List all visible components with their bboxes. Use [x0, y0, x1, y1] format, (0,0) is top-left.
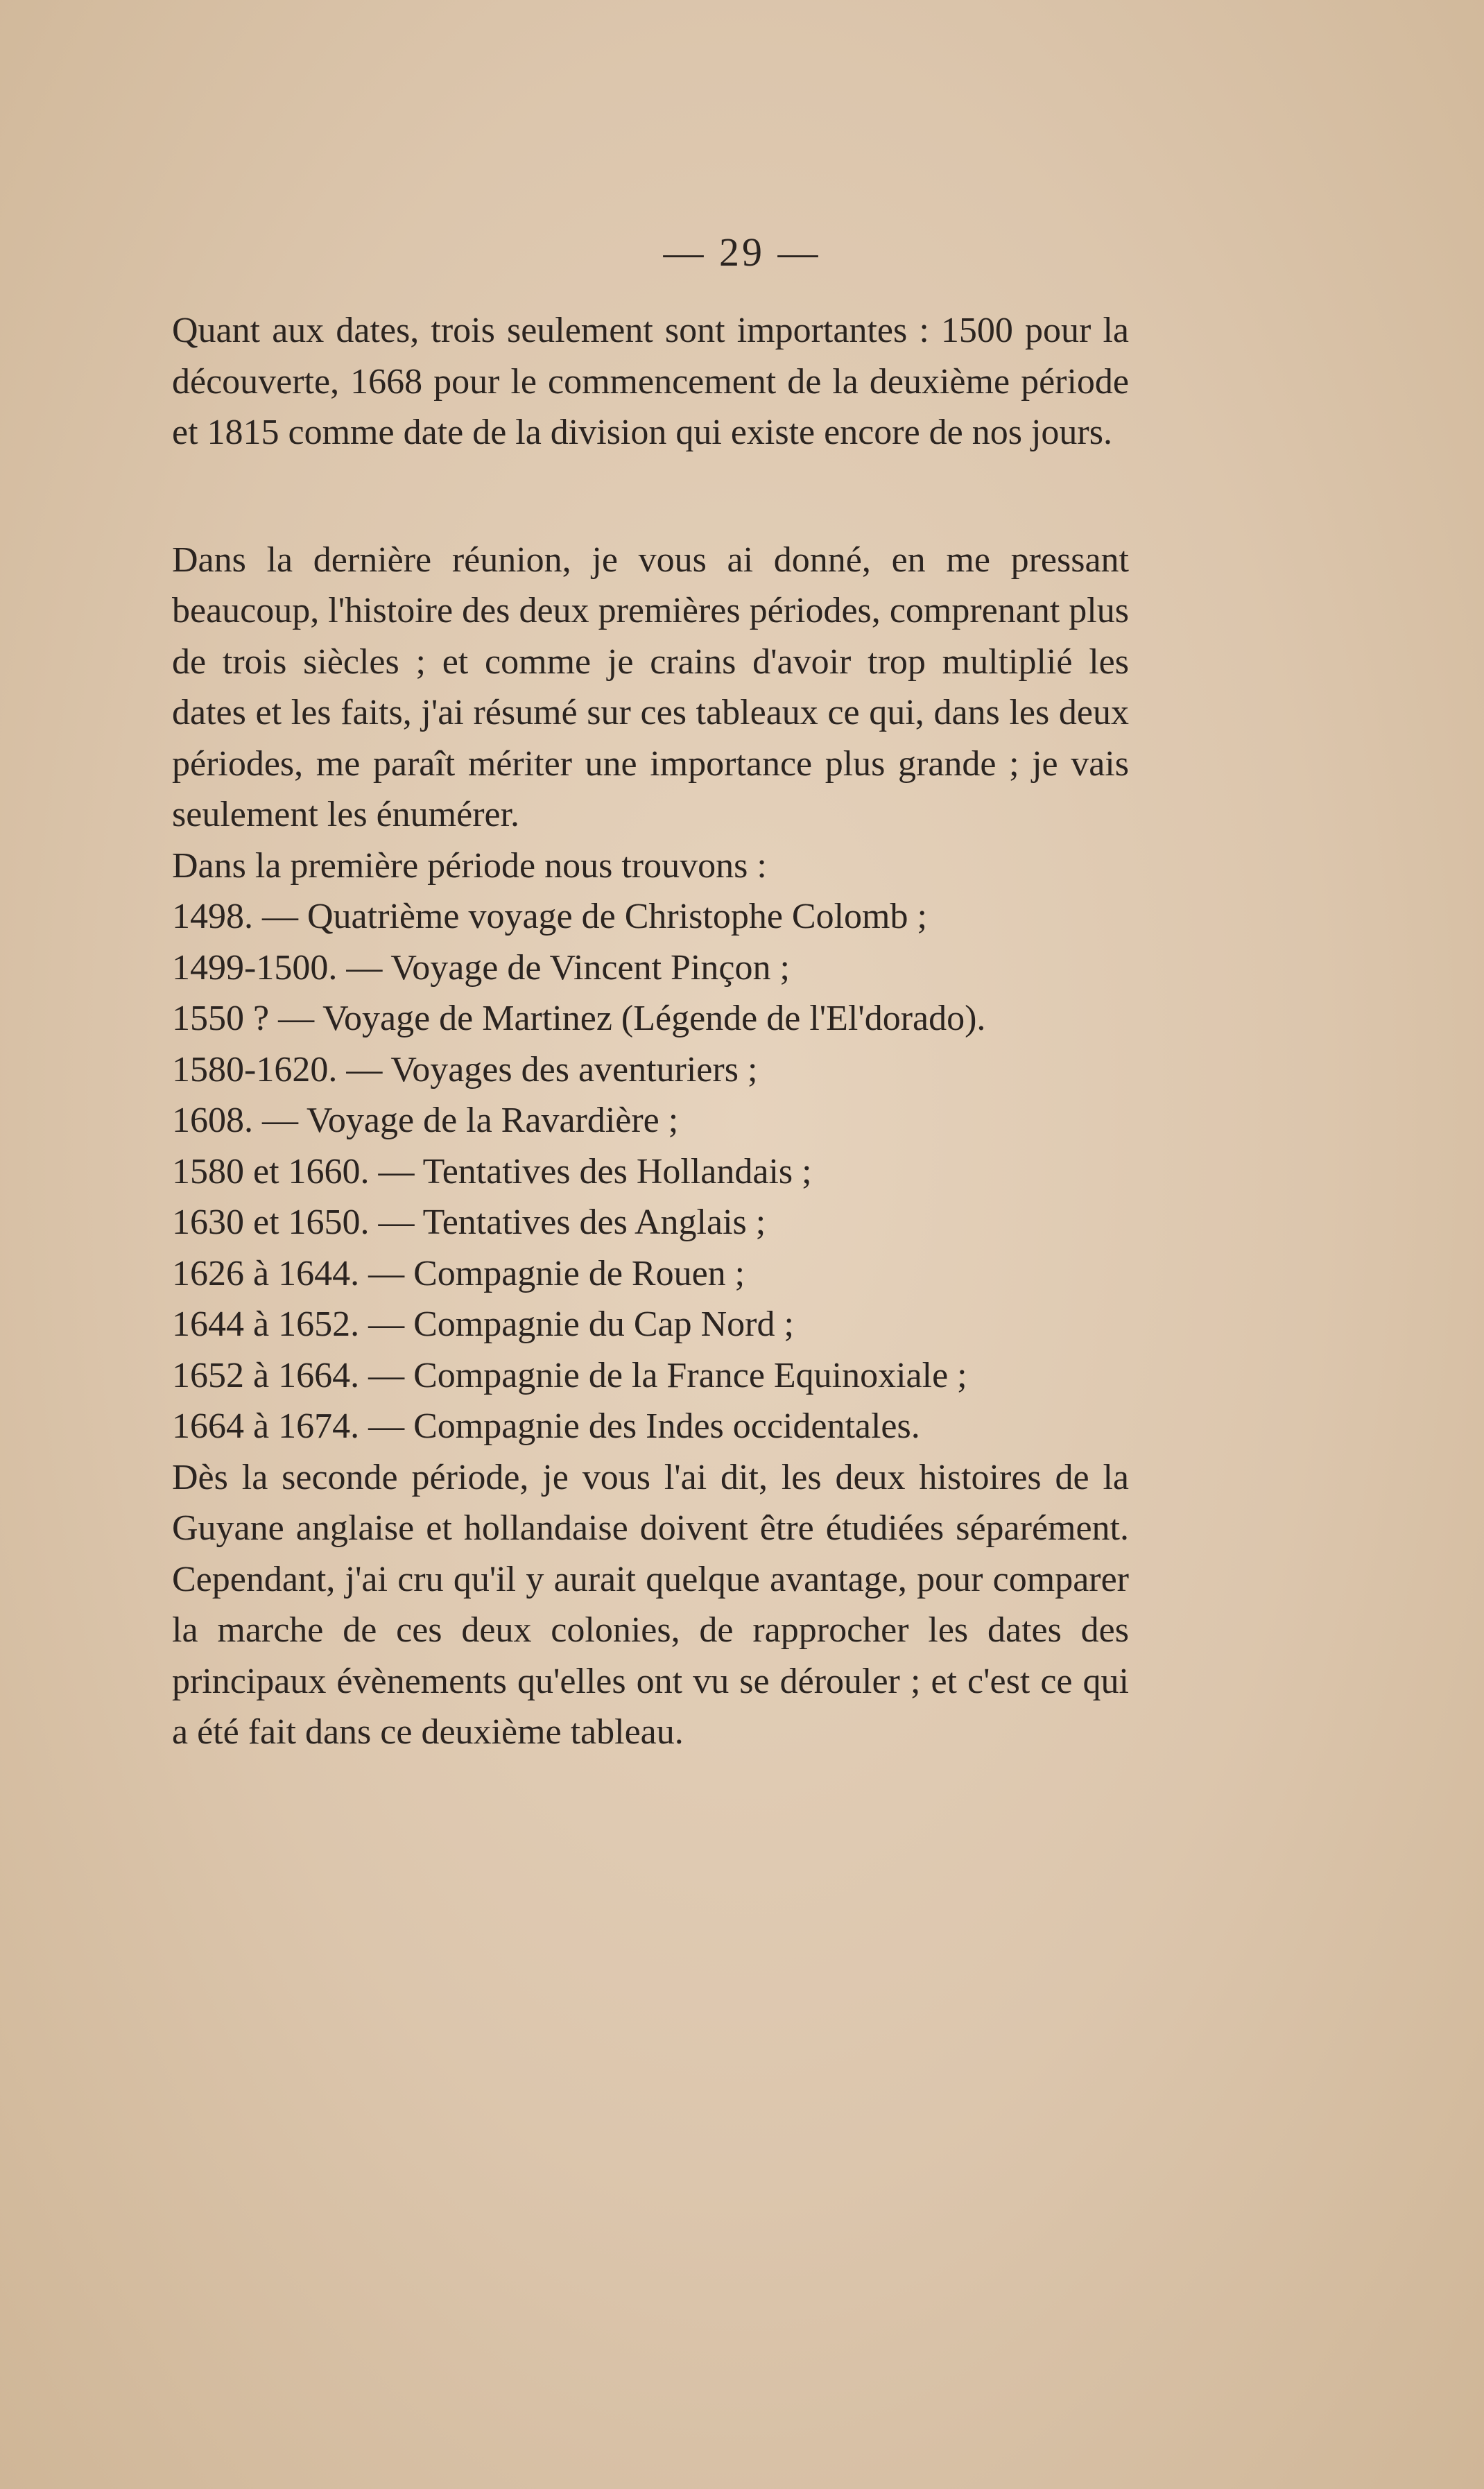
paragraph-dates: Quant aux dates, trois seulement sont importantes : 1500 pour la découverte, 1668 pour le commencement de la deuxième période et 1815 comme date de la division qui existe encore de nos jours.	[172, 311, 1129, 452]
page-number: — 29 —	[663, 230, 821, 275]
event-line: 1499-1500. — Voyage de Vincent Pinçon ;	[172, 947, 790, 988]
paragraph-first-period: Dans la première période nous trouvons :	[172, 845, 767, 886]
event-line: 1626 à 1644. — Compagnie de Rouen ;	[172, 1253, 745, 1293]
event-line: 1580 et 1660. — Tentatives des Hollandais ;	[172, 1151, 812, 1191]
event-line: 1550 ? — Voyage de Martinez (Légende de l'El'dorado).	[172, 999, 986, 1038]
event-line: 1652 à 1664. — Compagnie de la France Equinoxiale ;	[172, 1355, 967, 1395]
paragraph-gap	[172, 458, 1129, 535]
event-line: 1580-1620. — Voyages des aventuriers ;	[172, 1049, 758, 1090]
event-line: 1498. — Quatrième voyage de Christophe Colomb ;	[172, 897, 927, 936]
event-line: 1664 à 1674. — Compagnie des Indes occidentales.	[172, 1406, 920, 1446]
event-line: 1644 à 1652. — Compagnie du Cap Nord ;	[172, 1304, 794, 1344]
page-body	[172, 305, 1129, 1758]
event-line: 1608. — Voyage de la Ravardière ;	[172, 1101, 679, 1140]
paragraph-reunion: Dans la dernière réunion, je vous ai donné, en me pressant beaucoup, l'histoire des deux premières périodes, comprenant plus de trois siècles ; et comme je crains d'avoir trop multiplié les dates et les faits, j'ai résumé sur ces tableaux ce qui, dans les deux périodes, me paraît mériter une importance plus grande ; je vais seulement les énumérer.	[172, 540, 1129, 834]
event-line: 1630 et 1650. — Tentatives des Anglais ;	[172, 1203, 766, 1242]
paragraph-second-period: Dès la seconde période, je vous l'ai dit, les deux histoires de la Guyane anglaise et hollandaise doivent être étudiées séparément. Cependant, j'ai cru qu'il y aurait quelque avantage, pour comparer la marche de ces deux colonies, de rapprocher les dates des principaux évènements qu'elles ont vu se dérouler ; et c'est ce qui a été fait dans ce deuxième tableau.	[172, 1457, 1129, 1752]
